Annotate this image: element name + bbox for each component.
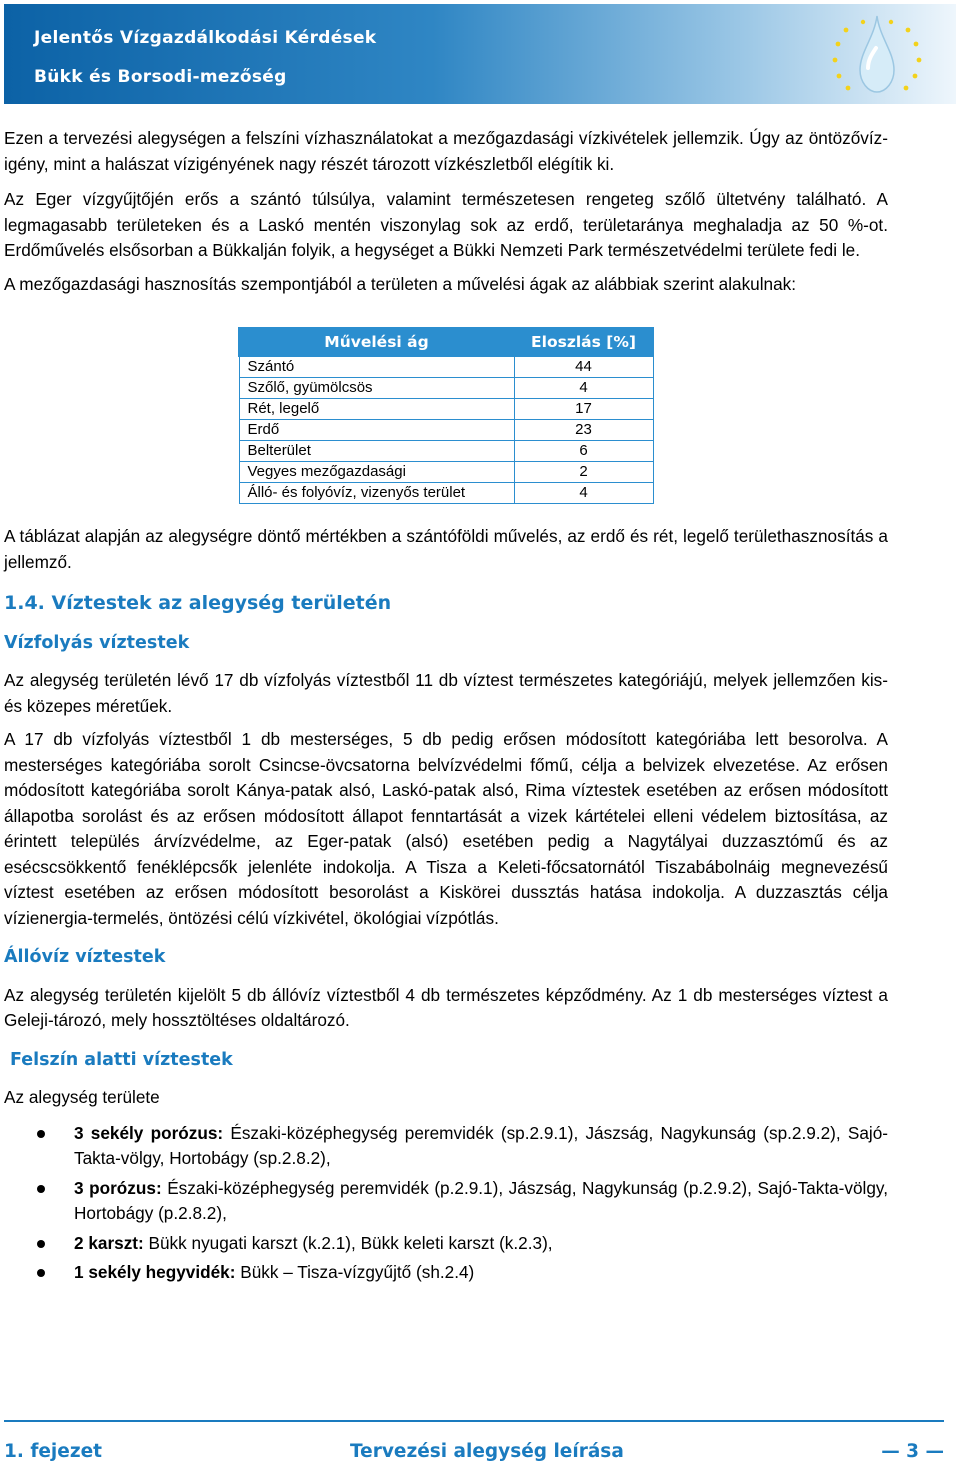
table-header-row — [239, 328, 653, 356]
table-cell-value: 23 — [514, 420, 653, 441]
table-row — [239, 356, 653, 378]
bullet-icon — [37, 1269, 45, 1277]
land-use-table — [238, 327, 654, 504]
list-item-bold: 3 porózus: — [74, 1177, 162, 1198]
document-body — [4, 126, 888, 1290]
water-drop-logo-icon — [808, 8, 948, 100]
page-header — [4, 4, 956, 104]
list-item-bold: 3 sekély porózus: — [74, 1122, 224, 1143]
paragraph-table-summary: A táblázat alapján az alegységre döntő mértékben a szántóföldi művelés, az erdő és rét, legelő területhasznosítás a jellemző. — [4, 526, 888, 572]
table-cell-value: 2 — [514, 462, 653, 483]
list-item-bold: 2 karszt: — [74, 1232, 144, 1253]
table-row — [239, 399, 653, 420]
list-item — [74, 1260, 888, 1286]
paragraph-lakes: Az alegység területén kijelölt 5 db állóvíz víztestből 4 db természetes képződmény. Az 1 db mesterséges víztest a Geleji-tározó, mely hossztöltéses oldaltározó. — [4, 984, 888, 1030]
paragraph-intro: Ezen a tervezési alegységen a felszíni vízhasználatokat a mezőgazdasági vízkivételek jellemzik. Úgy az öntözővíz-igény, mint a halászat vízigényének nagy részét tározott vízkészletből elégítik ki. — [4, 128, 888, 174]
list-item-text: Bükk nyugati karszt (k.2.1), Bükk keleti karszt (k.2.3), — [143, 1232, 553, 1253]
table-cell-value: 4 — [514, 483, 653, 504]
table-row — [239, 483, 653, 504]
table-header-distribution: Eloszlás [%] — [514, 328, 653, 356]
groundwater-list — [4, 1121, 888, 1286]
table-row — [239, 462, 653, 483]
heading-lakes: Állóvíz víztestek — [4, 947, 166, 967]
table-cell-category: Szőlő, gyümölcsös — [239, 378, 514, 399]
table-row — [239, 420, 653, 441]
footer-page-number: — 3 — — [881, 1441, 944, 1462]
list-item — [74, 1231, 888, 1257]
bullet-icon — [37, 1130, 45, 1138]
list-item — [74, 1121, 888, 1172]
table-header-category: Művelési ág — [239, 328, 514, 356]
list-item-text: Északi-középhegység peremvidék (sp.2.9.1), Jászság, Nagykunság (sp.2.9.2), Sajó-Takta-völgy, Hortobágy (sp.2.8.2), — [74, 1122, 888, 1168]
bullet-icon — [37, 1185, 45, 1193]
header-title: Jelentős Vízgazdálkodási Kérdések — [34, 28, 377, 48]
table-cell-category: Álló- és folyóvíz, vizenyős terület — [239, 483, 514, 504]
bullet-icon — [37, 1240, 45, 1248]
section-number: 1.4. — [4, 592, 45, 614]
paragraph-eger: Az Eger vízgyűjtőjén erős a szántó túlsúlya, valamint természetesen rengeteg szőlő ültetvény található. A legmagasabb területeken és a Laskó mentén viszonylag sok az erdő, területaránya meghaladja az 50 %-ot. Erdőművelés elsősorban a Bükkalján folyik, a hegységet a Bükki Nemzeti Park természetvédelmi területe fedi le. — [4, 189, 888, 260]
footer-section-title: Tervezési alegység leírása — [350, 1441, 624, 1462]
table-row — [239, 441, 653, 462]
table-cell-value: 17 — [514, 399, 653, 420]
heading-watercourses: Vízfolyás víztestek — [4, 632, 190, 653]
table-cell-category: Rét, legelő — [239, 399, 514, 420]
list-item-text: Bükk – Tisza-vízgyűjtő (sh.2.4) — [235, 1262, 475, 1282]
heading-groundwater: Felszín alatti víztestek — [10, 1049, 233, 1070]
table-cell-category: Vegyes mezőgazdasági — [239, 462, 514, 483]
paragraph-table-intro: A mezőgazdasági hasznosítás szempontjából a területen a művelési ágak az alábbiak szerint alakulnak: — [4, 273, 797, 294]
table-cell-value: 44 — [514, 356, 653, 378]
paragraph-groundwater-intro: Az alegység területe — [4, 1087, 160, 1107]
paragraph-watercourses-1: Az alegység területén lévő 17 db vízfolyás víztestből 11 db víztest természetes kategóriájú, melyek jellemzően kis- és közepes méretűek. — [4, 670, 888, 716]
header-subtitle: Bükk és Borsodi-mezőség — [34, 67, 287, 87]
footer-divider — [4, 1420, 944, 1422]
table-row — [239, 378, 653, 399]
section-title: Víztestek az alegység területén — [51, 592, 392, 614]
table-cell-category: Erdő — [239, 420, 514, 441]
footer-chapter: 1. fejezet — [4, 1441, 102, 1462]
list-item — [74, 1176, 888, 1227]
page-footer — [4, 1441, 944, 1467]
list-item-text: Északi-középhegység peremvidék (p.2.9.1), Jászság, Nagykunság (p.2.9.2), Sajó-Takta-völgy, Hortobágy (p.2.8.2), — [74, 1177, 888, 1223]
list-item-bold: 1 sekély hegyvidék: — [74, 1262, 236, 1282]
table-cell-category: Szántó — [239, 356, 514, 378]
table-cell-category: Belterület — [239, 441, 514, 462]
table-cell-value: 6 — [514, 441, 653, 462]
paragraph-watercourses-2: A 17 db vízfolyás víztestből 1 db mesterséges, 5 db pedig erősen módosított kategóriába lett besorolva. A mesterséges kategóriába sorolt Csincse-övcsatorna belvízvédelmi főmű, célja a belvizek elvezetése. Az erősen módosított kategóriába sorolt Kánya-patak alsó, Laskó-patak alsó, Rima víztestek esetében az erősen módosított állapotba sorolást és az erősen módosított állapot fenntartását a vizek kártételei elleni védelem biztosítása, az érintett település árvízvédelme, az Eger-patak (alsó) esetében pedig a Nagytályai duzzasztómű és az esécscsökkentő fenéklépcsők jelenléte indokolja. A Tisza a Keleti-főcsatornától Tiszabábolnáig megnevezésű víztest esetében az erősen módosított besorolást a Kiskörei dussztás hatása indokolja. A duzzasztás célja vízienergia-termelés, öntözési célú vízkivétel, ökológiai vízpótlás. — [4, 729, 888, 928]
table-cell-value: 4 — [514, 378, 653, 399]
section-heading — [4, 591, 888, 617]
